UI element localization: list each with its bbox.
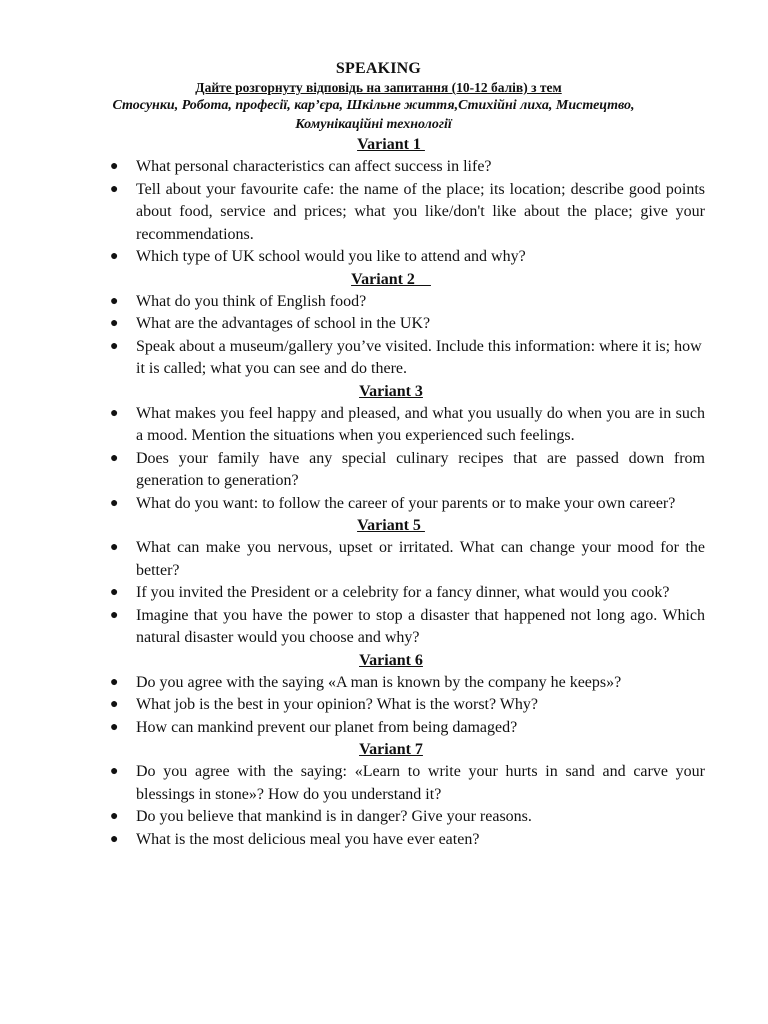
bullet-icon: ● bbox=[110, 450, 119, 466]
bullet-icon: ● bbox=[110, 764, 119, 779]
question-item bbox=[110, 246, 705, 269]
question-item bbox=[110, 694, 705, 717]
bullet-icon: ● bbox=[110, 585, 119, 600]
variant-label: Variant 7 bbox=[359, 741, 423, 758]
topics-line: Стосунки, Робота, професії, кар’єра, Шкільне життя,Стихійні лиха, Мистецтво, bbox=[112, 98, 635, 113]
question-text: What makes you feel happy and pleased, and what you usually do when you are in such a mood. Mention the situations when you experienced such feelings. bbox=[136, 404, 705, 444]
question-item bbox=[110, 761, 705, 806]
question-item bbox=[110, 672, 705, 695]
question-text: What job is the best in your opinion? What is the worst? Why? bbox=[136, 696, 538, 713]
variant-heading bbox=[77, 134, 705, 156]
question-item bbox=[110, 179, 705, 247]
variant-heading bbox=[77, 739, 705, 761]
question-text: Imagine that you have the power to stop a disaster that happened not long ago. Which natural disaster would you choose and why? bbox=[136, 606, 705, 646]
bullet-icon: ● bbox=[110, 405, 119, 421]
bullet-icon: ● bbox=[110, 316, 119, 331]
variant-label: Variant 3 bbox=[359, 382, 423, 400]
question-item bbox=[110, 806, 705, 829]
bullet-icon: ● bbox=[110, 249, 119, 264]
question-list bbox=[112, 403, 705, 516]
question-text: What do you want: to follow the career of your parents or to make your own career? bbox=[136, 494, 676, 512]
question-item bbox=[110, 156, 705, 179]
bullet-icon: ● bbox=[110, 831, 119, 847]
variant-label: Variant 2 bbox=[351, 270, 431, 288]
topics-list bbox=[42, 96, 705, 134]
question-item bbox=[110, 605, 705, 650]
question-text: If you invited the President or a celebrity for a fancy dinner, what would you cook? bbox=[136, 584, 670, 601]
question-item bbox=[110, 537, 705, 582]
question-item bbox=[110, 582, 705, 605]
question-text: Which type of UK school would you like to attend and why? bbox=[136, 248, 526, 265]
question-item bbox=[110, 829, 705, 852]
question-list bbox=[112, 156, 705, 269]
question-text: Tell about your favourite cafe: the name of the place; its location; describe good points about food, service and prices; what you like/don't like about the place; give your recommendations. bbox=[136, 180, 705, 243]
bullet-icon: ● bbox=[110, 159, 119, 174]
question-text: What are the advantages of school in the UK? bbox=[136, 315, 431, 332]
variant-label: Variant 5 bbox=[357, 517, 425, 534]
variant-heading bbox=[77, 381, 705, 403]
variant-label: Variant 1 bbox=[357, 136, 425, 153]
bullet-icon: ● bbox=[110, 719, 119, 735]
bullet-icon: ● bbox=[110, 495, 119, 511]
question-text: What can make you nervous, upset or irritated. What can change your mood for the better? bbox=[136, 539, 705, 579]
variant-label: Variant 6 bbox=[359, 651, 423, 669]
question-list bbox=[112, 291, 705, 381]
question-text: What is the most delicious meal you have ever eaten? bbox=[136, 830, 480, 848]
question-list bbox=[112, 537, 705, 650]
question-text: Does your family have any special culinary recipes that are passed down from generation to generation? bbox=[136, 449, 705, 489]
question-text: What do you think of English food? bbox=[136, 292, 367, 310]
question-item bbox=[110, 403, 705, 448]
question-item bbox=[110, 717, 705, 740]
variant-heading bbox=[77, 269, 705, 291]
question-text: How can mankind prevent our planet from being damaged? bbox=[136, 718, 518, 736]
question-item bbox=[110, 448, 705, 493]
question-text: What personal characteristics can affect success in life? bbox=[136, 158, 492, 175]
bullet-icon: ● bbox=[110, 338, 119, 354]
bullet-icon: ● bbox=[110, 540, 119, 555]
variant-heading bbox=[77, 515, 705, 537]
question-text: Do you believe that mankind is in danger? Give your reasons. bbox=[136, 808, 532, 825]
bullet-icon: ● bbox=[110, 697, 119, 712]
instruction-subtitle: Дайте розгорнуту відповідь на запитання (10-12 балів) з тем bbox=[195, 80, 562, 95]
bullet-icon: ● bbox=[110, 293, 119, 309]
question-list bbox=[112, 672, 705, 740]
bullet-icon: ● bbox=[110, 181, 119, 197]
question-item bbox=[110, 291, 705, 314]
question-item bbox=[110, 313, 705, 336]
question-text: Do you agree with the saying «A man is known by the company he keeps»? bbox=[136, 673, 622, 691]
question-item bbox=[110, 336, 705, 381]
question-item bbox=[110, 493, 705, 516]
question-text: Do you agree with the saying: «Learn to write your hurts in sand and carve your blessings in stone»? How do you understand it? bbox=[136, 763, 705, 803]
bullet-icon: ● bbox=[110, 607, 119, 623]
variant-heading bbox=[77, 650, 705, 672]
bullet-icon: ● bbox=[110, 809, 119, 824]
question-text: Speak about a museum/gallery you’ve visited. Include this information: where it is; how it is called; what you can see and do there. bbox=[136, 337, 702, 377]
bullet-icon: ● bbox=[110, 674, 119, 690]
page-title: SPEAKING bbox=[335, 60, 422, 77]
question-list bbox=[112, 761, 705, 851]
topics-line: Комунікаційні технології bbox=[295, 117, 452, 132]
